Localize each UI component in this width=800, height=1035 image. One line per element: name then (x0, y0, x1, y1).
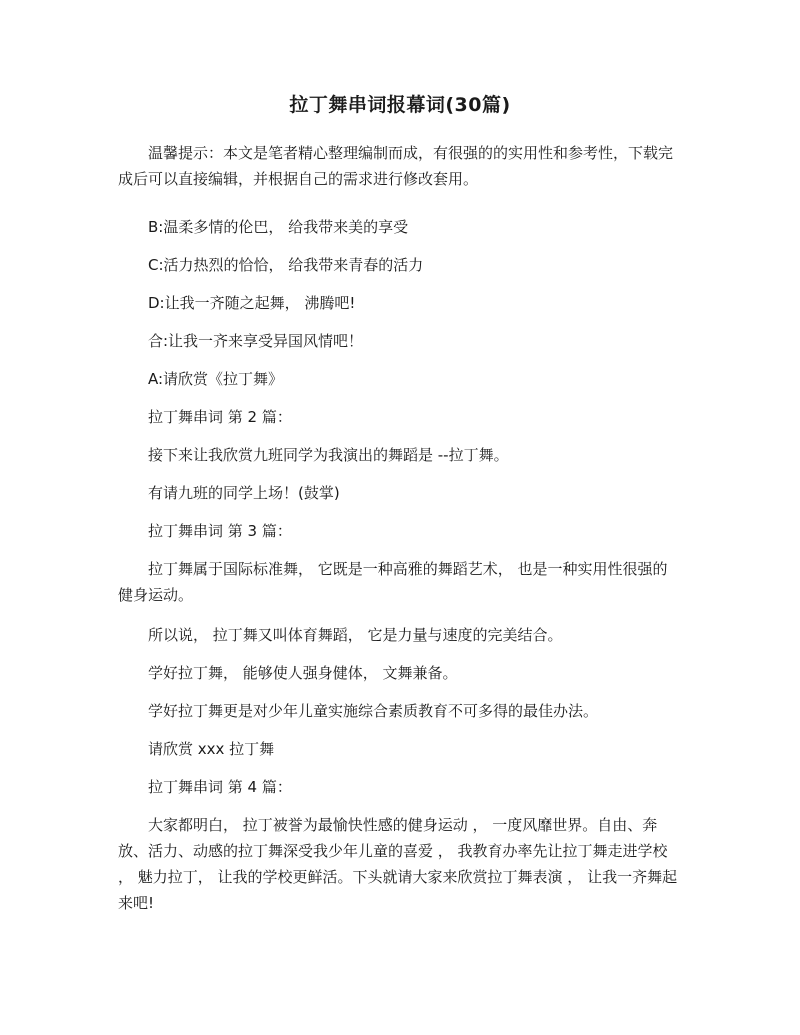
section-heading: 拉丁舞串词 第 2 篇： (148, 408, 292, 426)
paragraph: 有请九班的同学上场！(鼓掌) (148, 484, 340, 502)
paragraph: 学好拉丁舞更是对少年儿童实施综合素质教育不可多得的最佳办法。 (148, 702, 599, 720)
paragraph: 拉丁舞属于国际标准舞， 它既是一种高雅的舞蹈艺术， 也是一种实用性很强的健身运动。 (118, 560, 668, 604)
paragraph: 合:让我一齐来享受异国风情吧！ (148, 332, 364, 350)
paragraph: 学好拉丁舞， 能够使人强身健体， 文舞兼备。 (148, 664, 458, 682)
intro-paragraph: 温馨提示：本文是笔者精心整理编制而成，有很强的的实用性和参考性，下载完成后可以直接编辑，并根据自己的需求进行修改套用。 (118, 144, 674, 188)
section-heading: 拉丁舞串词 第 4 篇： (148, 778, 292, 796)
paragraph: 请欣赏 xxx 拉丁舞 (148, 740, 275, 758)
section-heading: 拉丁舞串词 第 3 篇： (148, 522, 292, 540)
paragraph: B:温柔多情的伦巴， 给我带来美的享受 (148, 218, 409, 236)
paragraph: C:活力热烈的恰恰， 给我带来青春的活力 (148, 256, 424, 274)
paragraph: 接下来让我欣赏九班同学为我演出的舞蹈是 --拉丁舞。 (148, 446, 509, 464)
document-title: 拉丁舞串词报幕词(30篇) (289, 94, 511, 116)
document-body (118, 140, 678, 928)
paragraph: D:让我一齐随之起舞， 沸腾吧! (148, 294, 356, 312)
paragraph: 大家都明白， 拉丁被誉为最愉快性感的健身运动 ， 一度风靡世界。自由、奔放、活力、动感的拉丁舞深受我少年儿童的喜爱 ， 我教育办率先让拉丁舞走进学校 ， 魅力拉丁， 让我的学校更鲜活。下头就请大家来欣赏拉丁舞表演 ， 让我一齐舞起来吧! (118, 816, 678, 912)
paragraph: 所以说， 拉丁舞又叫体育舞蹈， 它是力量与速度的完美结合。 (148, 626, 563, 644)
paragraph: A:请欣赏《拉丁舞》 (148, 370, 284, 388)
